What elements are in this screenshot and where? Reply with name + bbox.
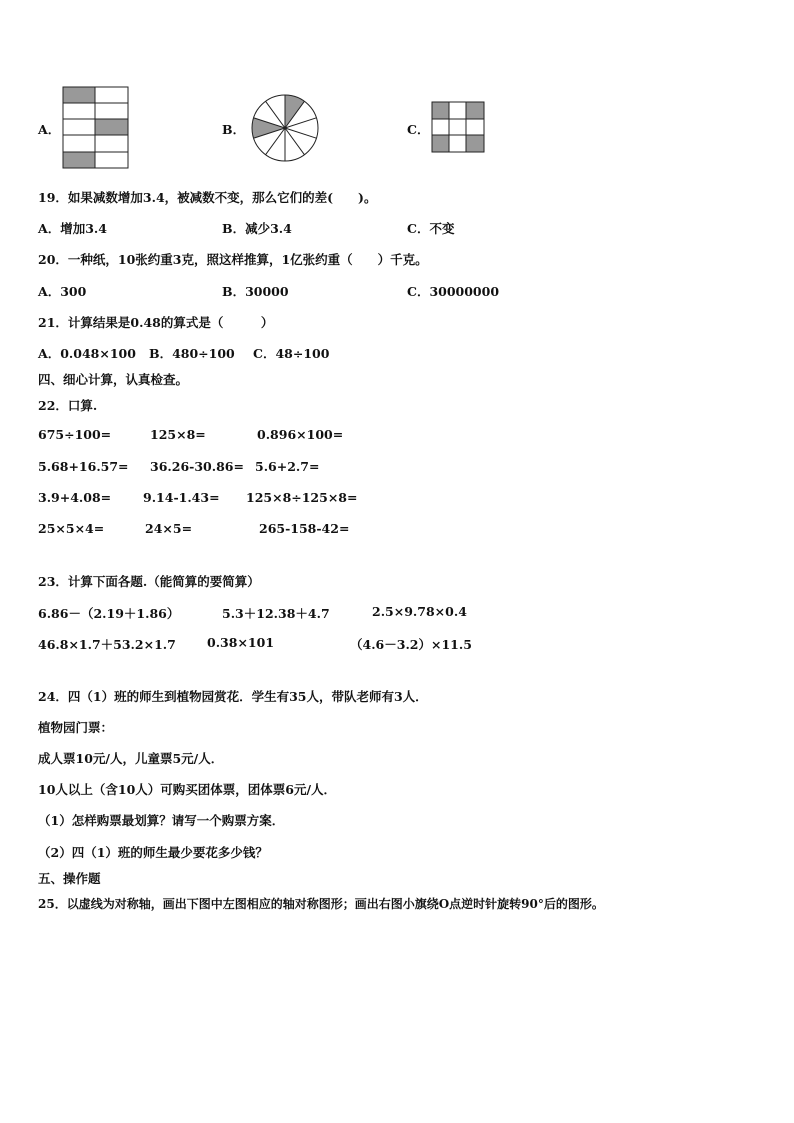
mental-math-item: 0.896×100= bbox=[257, 427, 344, 442]
shaded-cell bbox=[95, 119, 128, 135]
shaded-cell bbox=[432, 135, 449, 152]
question-19-option-a: A．增加3.4 bbox=[38, 221, 107, 236]
question-19-option-b: B．减少3.4 bbox=[222, 221, 292, 236]
shaded-cell bbox=[466, 102, 484, 119]
grid-figure-c bbox=[431, 101, 486, 154]
shaded-cell bbox=[466, 135, 484, 152]
question-24-line: 成人票10元/人，儿童票5元/人． bbox=[38, 751, 224, 766]
question-24-stem: 24．四（1）班的师生到植物园赏花．学生有35人，带队老师有3人． bbox=[38, 689, 428, 704]
section-5-title: 五、操作题 bbox=[38, 871, 101, 886]
option-c-label: C． bbox=[407, 122, 430, 137]
mental-math-item: 25×5×4= bbox=[38, 521, 105, 536]
mental-math-item: 675÷100= bbox=[38, 427, 112, 442]
mental-math-item: 9.14-1.43= bbox=[143, 490, 220, 505]
option-a-label: A． bbox=[38, 122, 61, 137]
mental-math-item: 125×8= bbox=[150, 427, 206, 442]
section-4-title: 四、细心计算，认真检查。 bbox=[38, 372, 189, 387]
question-20-option-b: B．30000 bbox=[222, 284, 289, 299]
question-22-stem: 22．口算. bbox=[38, 398, 98, 413]
question-20-option-a: A．300 bbox=[38, 284, 87, 299]
question-20-stem: 20．一种纸，10张约重3克，照这样推算，1亿张约重（ ）千克。 bbox=[38, 252, 428, 267]
question-24-subquestion: （2）四（1）班的师生最少要花多少钱？ bbox=[38, 845, 268, 860]
mental-math-item: 36.26-30.86= bbox=[150, 459, 244, 474]
question-24-line: 植物园门票： bbox=[38, 720, 114, 735]
calc-item: 46.8×1.7＋53.2×1.7 bbox=[38, 637, 176, 652]
question-21-stem: 21．计算结果是0.48的算式是（ ） bbox=[38, 315, 274, 330]
question-25-stem: 25．以虚线为对称轴，画出下图中左图相应的轴对称图形；画出右图小旗绕O点逆时针旋转90°后的图形。 bbox=[38, 897, 604, 911]
question-24-subquestion: （1）怎样购票最划算？请写一个购票方案． bbox=[38, 813, 285, 828]
mental-math-item: 5.6+2.7= bbox=[255, 459, 320, 474]
question-21-option-c: C．48÷100 bbox=[253, 346, 330, 361]
question-19-option-c: C．不变 bbox=[407, 221, 455, 236]
mental-math-item: 24×5= bbox=[145, 521, 193, 536]
calc-item: 2.5×9.78×0.4 bbox=[372, 604, 467, 619]
mental-math-item: 5.68+16.57= bbox=[38, 459, 129, 474]
shaded-cell bbox=[63, 152, 95, 168]
grid-figure-a bbox=[62, 86, 130, 170]
grid-figure-c-shading bbox=[432, 102, 484, 152]
calc-item: 6.86－（2.19＋1.86） bbox=[38, 606, 180, 621]
question-21-option-b: B．480÷100 bbox=[149, 346, 235, 361]
mental-math-item: 125×8÷125×8= bbox=[246, 490, 358, 505]
calc-item: （4.6－3.2）×11.5 bbox=[350, 637, 472, 652]
question-23-stem: 23．计算下面各题.（能简算的要简算） bbox=[38, 574, 260, 589]
calc-item: 0.38×101 bbox=[207, 635, 275, 650]
shaded-cell bbox=[432, 102, 449, 119]
calc-item: 5.3＋12.38＋4.7 bbox=[222, 606, 330, 621]
question-19-stem: 19．如果减数增加3.4，被减数不变，那么它们的差( )。 bbox=[38, 190, 377, 205]
question-21-option-a: A．0.048×100 bbox=[38, 346, 136, 361]
question-20-option-c: C．30000000 bbox=[407, 284, 500, 299]
circle-figure-b bbox=[248, 93, 322, 163]
shaded-cell bbox=[63, 87, 95, 103]
option-b-label: B． bbox=[222, 122, 246, 137]
question-24-line: 10人以上（含10人）可购买团体票，团体票6元/人． bbox=[38, 782, 337, 797]
mental-math-item: 3.9+4.08= bbox=[38, 490, 112, 505]
mental-math-item: 265-158-42= bbox=[259, 521, 350, 536]
